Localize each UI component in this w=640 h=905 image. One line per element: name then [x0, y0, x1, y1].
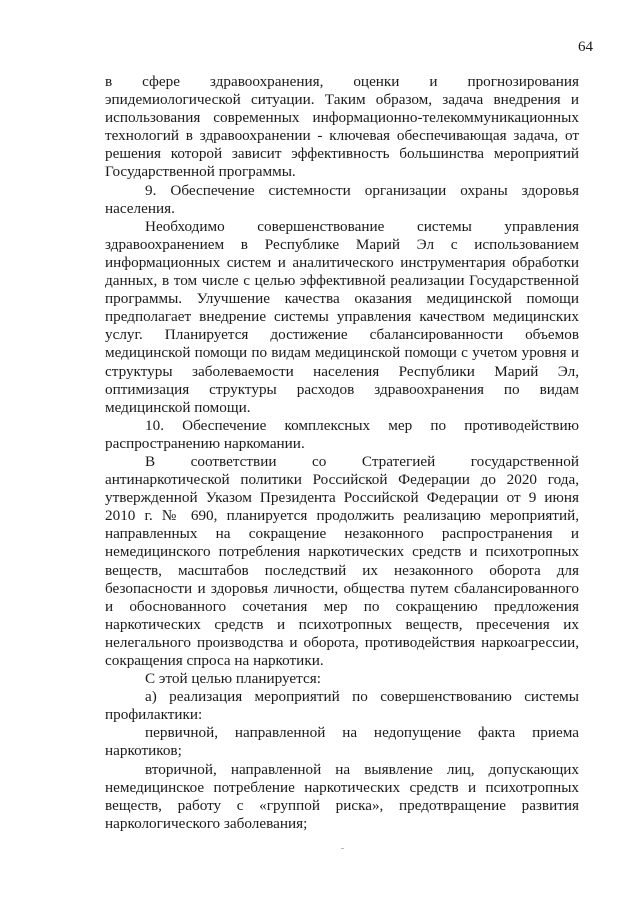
scan-speck [341, 848, 344, 849]
paragraph-sub-a: а) реализация мероприятий по совершенствованию системы профилактики: [105, 688, 579, 724]
body-text [105, 73, 579, 833]
paragraph-secondary-prevention: вторичной, направленной на выявление лиц, допускающих немедицинское потребление наркотических средств и психотропных веществ, работу с «группой риска», предотвращение развития наркологического заболевания; [105, 760, 579, 832]
paragraph-continuation: в сфере здравоохранения, оценки и прогнозирования эпидемиологической ситуации. Таким образом, задача внедрения и использования современных информационно-телекоммуникационных технологий в здравоохранении - ключевая обеспечивающая задача, от решения которой зависит эффективность большинства мероприятий Государственной программы. [105, 73, 579, 181]
paragraph-item-9-body: Необходимо совершенствование системы управления здравоохранением в Республике Марий Эл с использованием информационных систем и аналитического инструментария обработки данных, в том числе с целью эффективной реализации Государственной программы. Улучшение качества оказания медицинской помощи предполагает внедрение системы управления качеством медицинских услуг. Планируется достижение сбалансированности объемов медицинской помощи по видам медицинской помощи с учетом уровня и структуры заболеваемости населения Республики Марий Эл, оптимизация структуры расходов здравоохранения по видам медицинской помощи. [105, 217, 579, 416]
page-number: 64 [578, 39, 593, 55]
paragraph-plan-intro: С этой целью планируется: [145, 670, 321, 688]
paragraph-primary-prevention: первичной, направленной на недопущение факта приема наркотиков; [105, 724, 579, 760]
paragraph-item-9-heading: 9. Обеспечение системности организации охраны здоровья населения. [105, 181, 579, 217]
paragraph-item-10-body: В соответствии со Стратегией государственной антинаркотической политики Российской Федерации до 2020 года, утвержденной Указом Президента Российской Федерации от 9 июня 2010 г. № 690, планируется продолжить реализацию мероприятий, направленных на сокращение незаконного распространения и немедицинского потребления наркотических средств и психотропных веществ, масштабов последствий их незаконного оборота для безопасности и здоровья личности, общества путем сбалансированного и обоснованного сочетания мер по сокращению предложения наркотических средств и психотропных веществ, пресечения их нелегального производства и оборота, противодействия наркоагрессии, сокращения спроса на наркотики. [105, 452, 579, 669]
paragraph-item-10-heading: 10. Обеспечение комплексных мер по противодействию распространению наркомании. [105, 416, 579, 452]
